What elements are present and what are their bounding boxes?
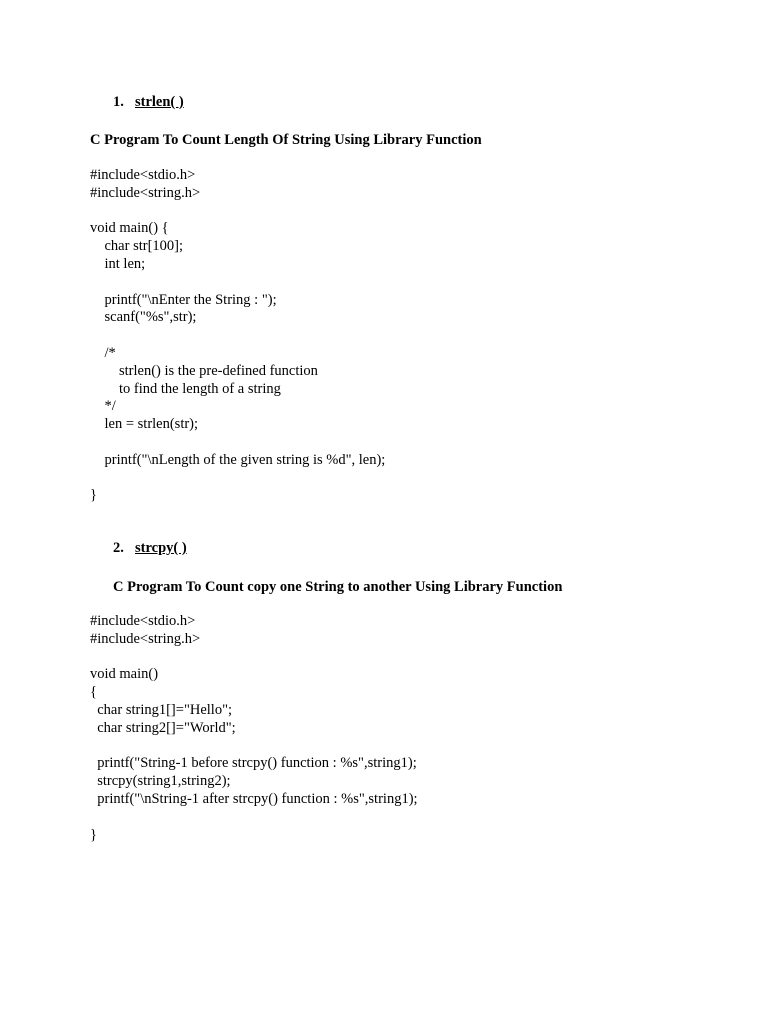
section-1-code-block: [90, 167, 385, 505]
code-line: [90, 809, 418, 827]
code-line: strlen() is the pre-defined function: [90, 362, 318, 379]
code-line: {: [90, 684, 97, 701]
code-line: void main(): [90, 666, 159, 683]
code-line: scanf("%s",str);: [90, 309, 197, 326]
section-2-code-block: [90, 613, 418, 844]
code-line: char string2[]="World";: [90, 719, 236, 736]
code-line: void main() {: [90, 220, 169, 237]
code-line: }: [90, 826, 97, 843]
section-1-function-name: strlen( ): [135, 94, 184, 110]
code-line: */: [90, 398, 116, 415]
section-2-function-name: strcpy( ): [135, 540, 187, 556]
code-line: #include<stdio.h>: [90, 613, 196, 629]
code-line: /*: [90, 344, 116, 361]
code-line: #include<stdio.h>: [90, 167, 196, 183]
code-line: #include<string.h>: [90, 630, 201, 647]
code-line: #include<string.h>: [90, 184, 201, 201]
section-1-title: C Program To Count Length Of String Using Library Function: [90, 132, 482, 148]
section-2-title: C Program To Count copy one String to another Using Library Function: [113, 579, 563, 595]
code-line: printf("\nEnter the String : ");: [90, 291, 277, 308]
code-line: printf("\nLength of the given string is %d", len);: [90, 451, 386, 468]
code-line: strcpy(string1,string2);: [90, 773, 231, 790]
code-line: [90, 327, 385, 345]
code-line: [90, 274, 385, 292]
section-1-heading: [113, 94, 184, 111]
code-line: }: [90, 487, 97, 504]
code-line: printf("String-1 before strcpy() function : %s",string1);: [90, 755, 417, 772]
section-2-number: 2.: [113, 540, 124, 556]
code-line: [90, 649, 418, 667]
code-line: to find the length of a string: [90, 380, 281, 397]
code-line: len = strlen(str);: [90, 416, 199, 433]
code-line: char str[100];: [90, 238, 184, 255]
code-line: [90, 470, 385, 488]
code-line: [90, 738, 418, 756]
section-2-heading: [113, 540, 187, 557]
code-line: [90, 434, 385, 452]
code-line: [90, 203, 385, 221]
code-line: int len;: [90, 255, 146, 272]
code-line: char string1[]="Hello";: [90, 701, 233, 718]
code-line: printf("\nString-1 after strcpy() function : %s",string1);: [90, 790, 418, 807]
section-1-number: 1.: [113, 94, 124, 110]
